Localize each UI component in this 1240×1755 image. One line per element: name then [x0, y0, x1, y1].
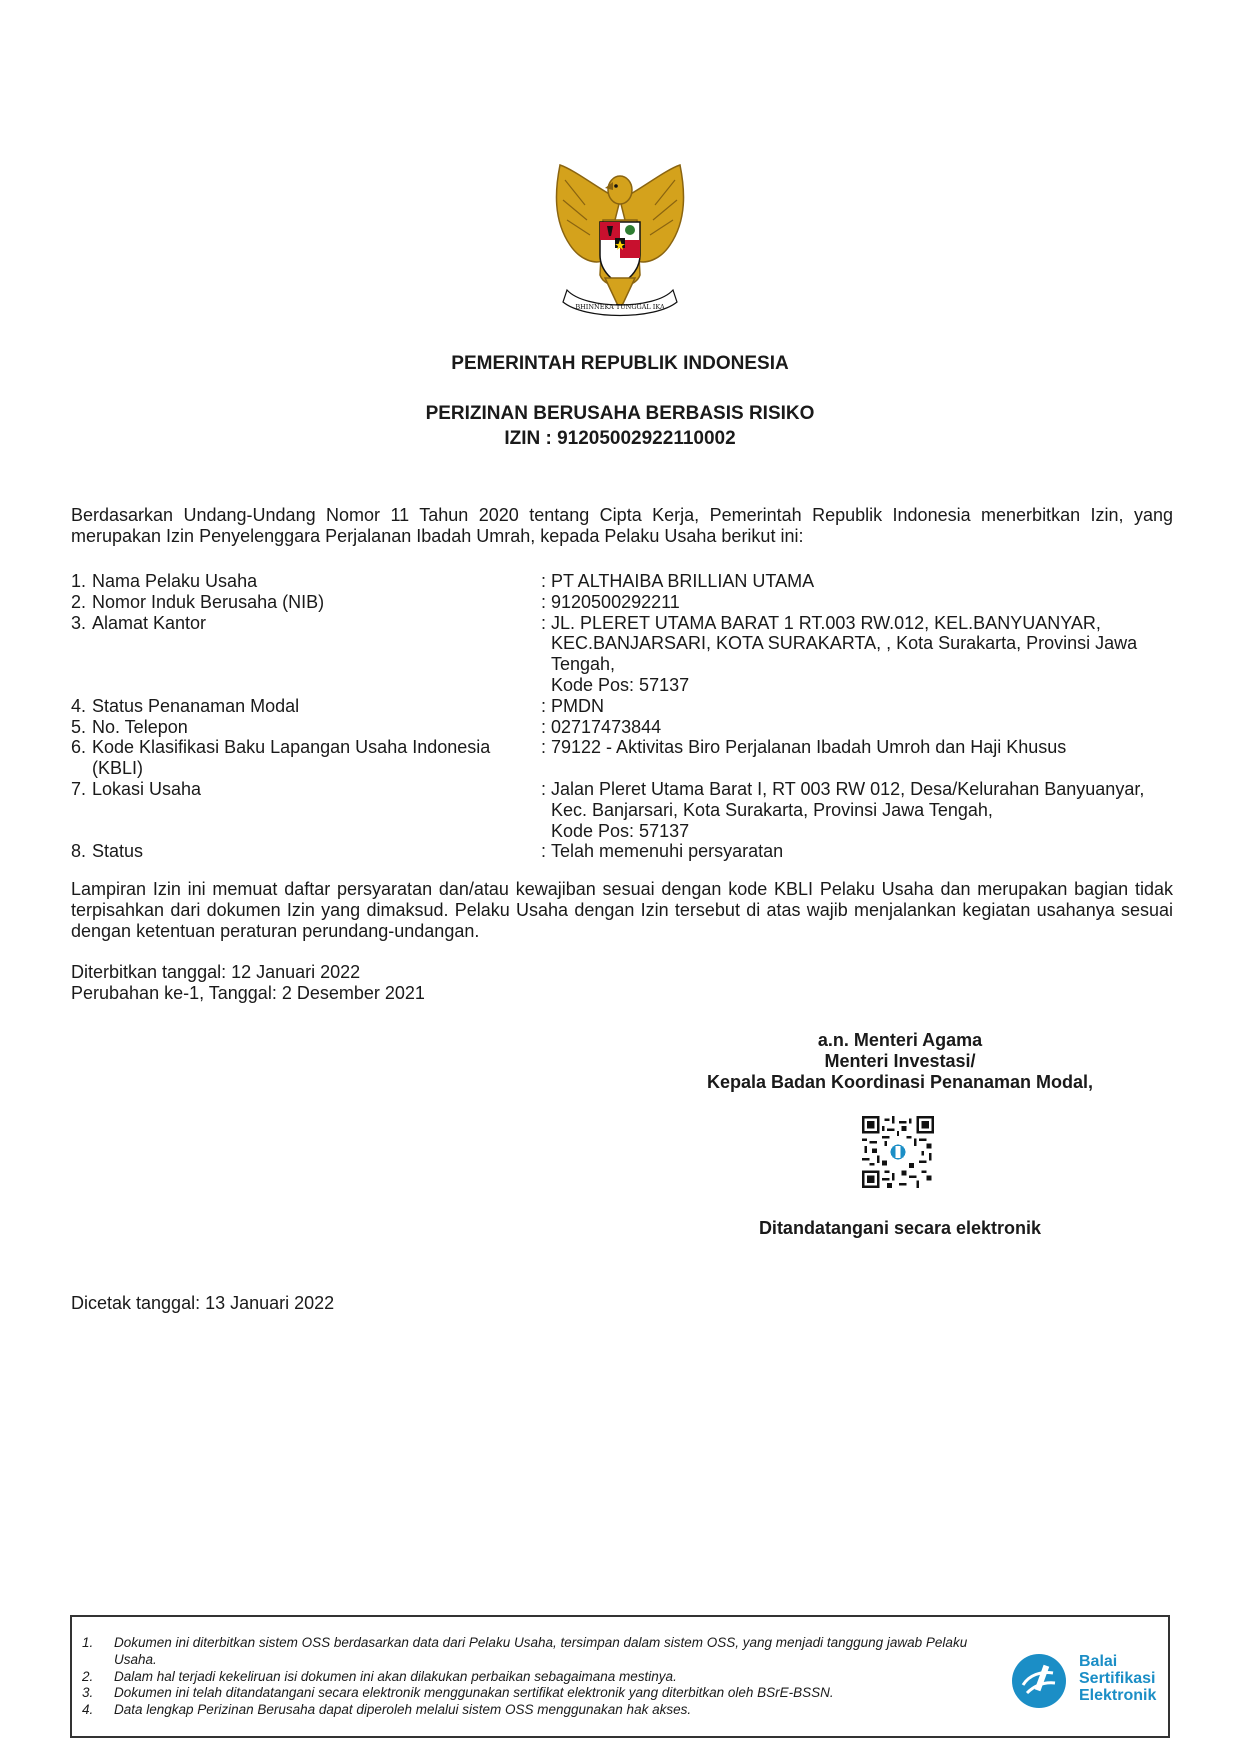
field-label: Lokasi Usaha: [92, 778, 202, 799]
field-label: Nomor Induk Berusaha (NIB): [92, 591, 325, 612]
field-label: Status: [92, 841, 144, 862]
field-value: JL. PLERET UTAMA BARAT 1 RT.003 RW.012, KEL.BANYUANYAR, KEC.BANJARSARI, KOTA SURAKARTA, , Kota Surakarta, Provinsi Jawa Tengah,: [551, 612, 1138, 675]
bsre-logo: [1009, 1651, 1159, 1711]
field-number: 1.: [71, 571, 87, 591]
footer-note-text: Dalam hal terjadi kekeliruan isi dokumen ini akan dilakukan perbaikan sebagaimana mestinya.: [114, 1668, 677, 1684]
permit-type-title: PERIZINAN BERUSAHA BERBASIS RISIKO: [425, 403, 815, 424]
printed-date: Dicetak tanggal: 13 Januari 2022: [71, 1293, 335, 1313]
intro-paragraph: Berdasarkan Undang-Undang Nomor 11 Tahun 2020 tentang Cipta Kerja, Pemerintah Republik Indonesia menerbitkan Izin, yang merupakan Izin Penyelenggara Perjalanan Ibadah Umrah, kepada Pelaku Usaha berikut ini:: [71, 505, 1173, 546]
business-details: [71, 571, 1181, 862]
field-row: 6. Kode Klasifikasi Baku Lapangan Usaha Indonesia (KBLI) : 79122 - Aktivitas Biro Perjalanan Ibadah Umroh dan Haji Khusus: [71, 737, 1067, 779]
field-number: 2.: [71, 591, 87, 612]
signature-line-2: Menteri Investasi/: [824, 1051, 976, 1071]
signature-line-3: Kepala Badan Koordinasi Penanaman Modal,: [706, 1072, 1094, 1092]
bsre-logo-line1: Balai: [1079, 1653, 1118, 1670]
field-number: 4.: [71, 695, 87, 716]
field-row: 2. Nomor Induk Berusaha (NIB) : 9120500292211: [71, 591, 680, 612]
bsre-logo-icon: [1009, 1651, 1069, 1711]
bsre-logo-line2: Sertifikasi: [1079, 1670, 1156, 1687]
postal-code: Kode Pos: 57137: [551, 820, 690, 841]
amendment-date: Perubahan ke-1, Tanggal: 2 Desember 2021: [71, 983, 425, 1003]
field-label: Status Penanaman Modal: [92, 695, 300, 716]
emblem-motto: BHINNEKA TUNGGAL IKA: [575, 303, 665, 311]
field-value: Jalan Pleret Utama Barat I, RT 003 RW 012, Desa/Kelurahan Banyuanyar, Kec. Banjarsari, Kota Surakarta, Provinsi Jawa Tengah,: [551, 778, 1145, 820]
footer-note-number: 3.: [82, 1685, 94, 1701]
footer-note: [82, 1685, 1012, 1702]
field-label: Nama Pelaku Usaha: [92, 571, 258, 591]
qr-code-icon: [862, 1116, 934, 1188]
issued-date: Diterbitkan tanggal: 12 Januari 2022: [71, 962, 361, 982]
footer-note-text: Data lengkap Perizinan Berusaha dapat diperoleh melalui sistem OSS menggunakan hak akses.: [114, 1702, 692, 1718]
footer-note-number: 1.: [82, 1635, 94, 1650]
footer-note-text: Dokumen ini diterbitkan sistem OSS berdasarkan data dari Pelaku Usaha, tersimpan dalam sistem OSS, yang menjadi tanggung jawab Pelaku Usaha.: [114, 1635, 968, 1667]
field-number: 8.: [71, 841, 87, 862]
electronic-signature-note: Ditandatangani secara elektronik: [758, 1218, 1042, 1238]
field-row: 4. Status Penanaman Modal : PMDN: [71, 695, 604, 716]
field-value: PMDN: [551, 695, 604, 716]
field-value: 79122 - Aktivitas Biro Perjalanan Ibadah Umroh dan Haji Khusus: [551, 737, 1067, 758]
field-value: 02717473844: [551, 716, 662, 737]
field-row: 3. Alamat Kantor : JL. PLERET UTAMA BARAT 1 RT.003 RW.012, KEL.BANYUANYAR, KEC.BANJARSARI, KOTA SURAKARTA, , Kota Surakarta, Provinsi Jawa Tengah, Kode Pos: 57137: [71, 613, 1181, 696]
footer-notes: [82, 1635, 1012, 1719]
field-value: 9120500292211: [551, 591, 680, 612]
field-row: 1. Nama Pelaku Usaha : PT ALTHAIBA BRILLIAN UTAMA: [71, 571, 815, 591]
attachment-paragraph: Lampiran Izin ini memuat daftar persyaratan dan/atau kewajiban sesuai dengan kode KBLI Pelaku Usaha dan merupakan bagian tidak terpisahkan dari dokumen Izin yang dimaksud. Pelaku Usaha dengan Izin tersebut di atas wajib menjalankan kegiatan usahanya sesuai dengan ketentuan peraturan perundang-undangan.: [71, 879, 1173, 941]
footer-note: [82, 1702, 1012, 1719]
permit-number: IZIN : 91205002922110002: [504, 428, 736, 449]
footer-note-number: 4.: [82, 1702, 94, 1718]
field-label: No. Telepon: [92, 716, 188, 737]
footer-note-number: 2.: [82, 1668, 94, 1684]
bsre-logo-line3: Elektronik: [1079, 1687, 1157, 1704]
field-row: 5. No. Telepon : 02717473844: [71, 716, 662, 737]
footer-note-text: Dokumen ini telah ditandatangani secara elektronik menggunakan sertifikat elektronik yang diterbitkan oleh BSrE-BSSN.: [114, 1685, 834, 1701]
field-number: 7.: [71, 778, 87, 799]
field-value: Telah memenuhi persyaratan: [551, 841, 784, 862]
field-number: 5.: [71, 716, 87, 737]
footer-note: [82, 1635, 1012, 1669]
signature-line-1: a.n. Menteri Agama: [817, 1030, 983, 1050]
field-row: 8. Status : Telah memenuhi persyaratan: [71, 841, 784, 862]
garuda-pancasila-emblem: [545, 160, 695, 330]
field-value: PT ALTHAIBA BRILLIAN UTAMA: [551, 571, 815, 591]
field-label: Kode Klasifikasi Baku Lapangan Usaha Indonesia (KBLI): [92, 737, 491, 779]
footer-notes-box: [70, 1615, 1170, 1738]
field-label: Alamat Kantor: [92, 612, 207, 633]
field-row: 7. Lokasi Usaha : Jalan Pleret Utama Barat I, RT 003 RW 012, Desa/Kelurahan Banyuanyar, Kec. Banjarsari, Kota Surakarta, Provinsi Jawa Tengah, Kode Pos: 57137: [71, 779, 1181, 841]
field-number: 3.: [71, 612, 87, 633]
postal-code: Kode Pos: 57137: [551, 674, 690, 695]
field-number: 6.: [71, 737, 87, 758]
footer-note: [82, 1669, 1012, 1686]
government-title: PEMERINTAH REPUBLIK INDONESIA: [451, 353, 789, 374]
